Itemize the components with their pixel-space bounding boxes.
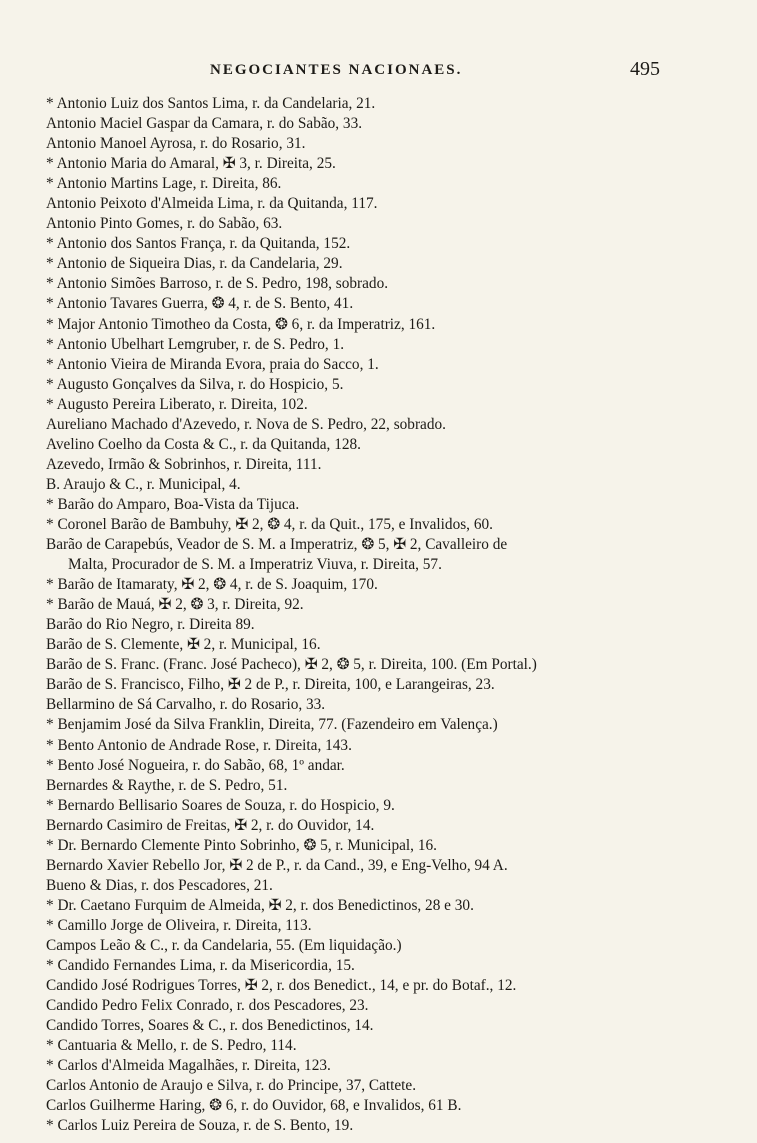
entry: Bernardo Casimiro de Freitas, ✠ 2, r. do Ouvidor, 14. xyxy=(46,816,375,834)
entry: Barão de Carapebús, Veador de S. M. a Imperatriz, ❂ 5, ✠ 2, Cavalleiro de xyxy=(46,536,508,554)
page-number: 495 xyxy=(630,58,660,80)
entry: Bernardo Xavier Rebello Jor, ✠ 2 de P., r. da Cand., 39, e Eng-Velho, 94 A. xyxy=(46,856,508,874)
entry: Bueno & Dias, r. dos Pescadores, 21. xyxy=(46,876,273,894)
entry: * Antonio dos Santos França, r. da Quitanda, 152. xyxy=(46,235,351,253)
page-header xyxy=(0,58,757,88)
entry: * Antonio Luiz dos Santos Lima, r. da Candelaria, 21. xyxy=(46,95,376,112)
entry: * Cantuaria & Mello, r. de S. Pedro, 114. xyxy=(46,1037,297,1055)
entry: * Barão de Mauá, ✠ 2, ❂ 3, r. Direita, 92. xyxy=(46,596,304,614)
entry: * Barão do Amparo, Boa-Vista da Tijuca. xyxy=(46,495,300,513)
entry: Candido Pedro Felix Conrado, r. dos Pescadores, 23. xyxy=(46,997,369,1015)
entry: * Bento José Nogueira, r. do Sabão, 68, 1º andar. xyxy=(46,756,345,774)
entry-continuation: Malta, Procurador de S. M. a Imperatriz Viuva, r. Direita, 57. xyxy=(68,556,442,574)
entry: Antonio Pinto Gomes, r. do Sabão, 63. xyxy=(46,215,283,233)
entry: * Candido Fernandes Lima, r. da Misericordia, 15. xyxy=(46,957,355,975)
entry: Antonio Manoel Ayrosa, r. do Rosario, 31. xyxy=(46,135,306,153)
entry: * Carlos d'Almeida Magalhães, r. Direita, 123. xyxy=(46,1057,331,1075)
entry: Barão de S. Francisco, Filho, ✠ 2 de P., r. Direita, 100, e Larangeiras, 23. xyxy=(46,676,495,694)
entry: Candido José Rodrigues Torres, ✠ 2, r. dos Benedict., 14, e pr. do Botaf., 12. xyxy=(46,977,517,995)
entry: * Antonio Ubelhart Lemgruber, r. de S. Pedro, 1. xyxy=(46,335,345,353)
entry: Bellarmino de Sá Carvalho, r. do Rosario, 33. xyxy=(46,696,326,714)
entry: * Dr. Bernardo Clemente Pinto Sobrinho, ❂ 5, r. Municipal, 16. xyxy=(46,836,437,854)
entry: * Antonio Vieira de Miranda Evora, praia do Sacco, 1. xyxy=(46,355,379,373)
entry: Candido Torres, Soares & C., r. dos Benedictinos, 14. xyxy=(46,1017,374,1035)
entry: Azevedo, Irmão & Sobrinhos, r. Direita, 111. xyxy=(46,455,322,473)
entry: * Dr. Caetano Furquim de Almeida, ✠ 2, r. dos Benedictinos, 28 e 30. xyxy=(46,896,474,914)
entry: Antonio Peixoto d'Almeida Lima, r. da Quitanda, 117. xyxy=(46,195,378,213)
directory-entries xyxy=(46,94,736,1136)
entry: Antonio Maciel Gaspar da Camara, r. do Sabão, 33. xyxy=(46,115,363,133)
entry: * Bento Antonio de Andrade Rose, r. Direita, 143. xyxy=(46,736,352,754)
entry: Barão de S. Franc. (Franc. José Pacheco), ✠ 2, ❂ 5, r. Direita, 100. (Em Portal.) xyxy=(46,656,537,674)
entry: Carlos Antonio de Araujo e Silva, r. do Principe, 37, Cattete. xyxy=(46,1077,417,1095)
entry: * Bernardo Bellisario Soares de Souza, r. do Hospicio, 9. xyxy=(46,796,395,814)
entry: * Antonio Maria do Amaral, ✠ 3, r. Direita, 25. xyxy=(46,155,336,173)
entry: * Barão de Itamaraty, ✠ 2, ❂ 4, r. de S. Joaquim, 170. xyxy=(46,576,378,594)
entry: Avelino Coelho da Costa & C., r. da Quitanda, 128. xyxy=(46,435,361,453)
entry: * Coronel Barão de Bambuhy, ✠ 2, ❂ 4, r. da Quit., 175, e Invalidos, 60. xyxy=(46,515,493,533)
entry: Barão do Rio Negro, r. Direita 89. xyxy=(46,616,255,634)
entry: * Camillo Jorge de Oliveira, r. Direita, 113. xyxy=(46,916,312,934)
entry: Carlos Guilherme Haring, ❂ 6, r. do Ouvidor, 68, e Invalidos, 61 B. xyxy=(46,1097,462,1115)
entry: Campos Leão & C., r. da Candelaria, 55. (Em liquidação.) xyxy=(46,936,402,954)
entry: * Antonio Tavares Guerra, ❂ 4, r. de S. Bento, 41. xyxy=(46,295,354,313)
entry: Bernardes & Raythe, r. de S. Pedro, 51. xyxy=(46,776,288,794)
running-title: NEGOCIANTES NACIONAES. xyxy=(210,62,463,78)
entry: Aureliano Machado d'Azevedo, r. Nova de S. Pedro, 22, sobrado. xyxy=(46,415,446,433)
entry: * Antonio de Siqueira Dias, r. da Candelaria, 29. xyxy=(46,255,343,273)
entry: * Major Antonio Timotheo da Costa, ❂ 6, r. da Imperatriz, 161. xyxy=(46,315,436,333)
entry: * Carlos Luiz Pereira de Souza, r. de S. Bento, 19. xyxy=(46,1117,354,1135)
entry: * Benjamim José da Silva Franklin, Direita, 77. (Fazendeiro em Valença.) xyxy=(46,716,498,734)
entry: * Antonio Simões Barroso, r. de S. Pedro, 198, sobrado. xyxy=(46,275,389,293)
entry: B. Araujo & C., r. Municipal, 4. xyxy=(46,475,241,493)
entry: * Augusto Gonçalves da Silva, r. do Hospicio, 5. xyxy=(46,375,344,393)
entry: * Augusto Pereira Liberato, r. Direita, 102. xyxy=(46,395,308,413)
entry: Barão de S. Clemente, ✠ 2, r. Municipal, 16. xyxy=(46,636,321,654)
entry: * Antonio Martins Lage, r. Direita, 86. xyxy=(46,175,282,193)
